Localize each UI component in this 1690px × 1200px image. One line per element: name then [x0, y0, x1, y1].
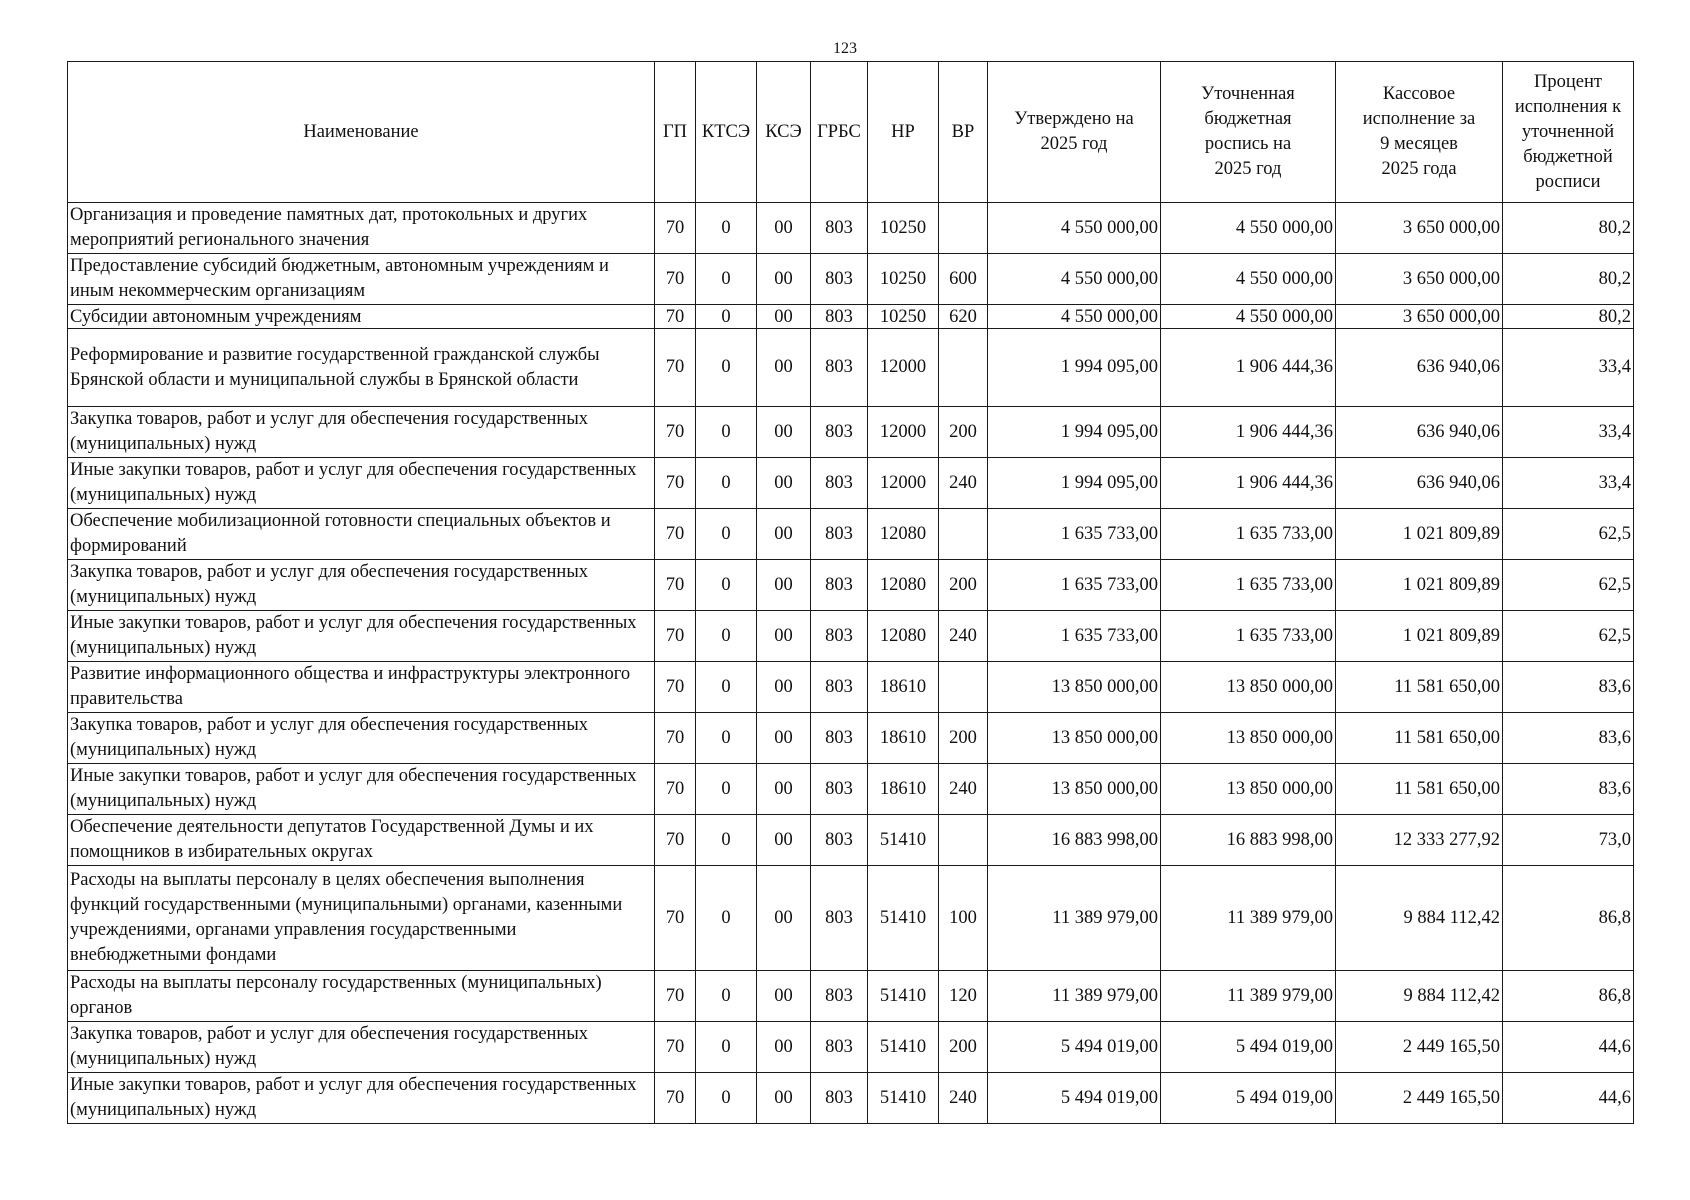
table-row: [68, 509, 1634, 560]
cell-approved: 1 635 733,00: [988, 509, 1161, 560]
cell-ktse: 0: [696, 971, 757, 1022]
cell-nr: 12080: [868, 611, 939, 662]
cell-name: Предоставление субсидий бюджетным, автономным учреждениям и иным некоммерческим организациям: [68, 254, 655, 305]
cell-ktse: 0: [696, 254, 757, 305]
table-row: [68, 764, 1634, 815]
cell-nr: 12000: [868, 329, 939, 407]
header-row: [68, 62, 1634, 203]
cell-kse: 00: [757, 509, 811, 560]
table-row: [68, 815, 1634, 866]
cell-kse: 00: [757, 971, 811, 1022]
cell-vr: [939, 662, 988, 713]
cell-refined: 1 635 733,00: [1161, 509, 1336, 560]
cell-approved: 1 994 095,00: [988, 458, 1161, 509]
cell-kse: 00: [757, 1073, 811, 1124]
cell-cash: 11 581 650,00: [1336, 662, 1503, 713]
cell-kse: 00: [757, 611, 811, 662]
page-number: 123: [833, 40, 857, 57]
table-row: [68, 611, 1634, 662]
cell-vr: [939, 509, 988, 560]
cell-ktse: 0: [696, 866, 757, 971]
cell-grbs: 803: [811, 509, 868, 560]
cell-gp: 70: [655, 560, 696, 611]
cell-ktse: 0: [696, 611, 757, 662]
cell-name: Обеспечение деятельности депутатов Государственной Думы и их помощников в избирательных округах: [68, 815, 655, 866]
cell-grbs: 803: [811, 1022, 868, 1073]
cell-nr: 51410: [868, 866, 939, 971]
cell-cash: 3 650 000,00: [1336, 254, 1503, 305]
cell-gp: 70: [655, 611, 696, 662]
table-row: [68, 305, 1634, 329]
cell-kse: 00: [757, 458, 811, 509]
cell-approved: 4 550 000,00: [988, 203, 1161, 254]
cell-approved: 4 550 000,00: [988, 305, 1161, 329]
cell-gp: 70: [655, 1022, 696, 1073]
cell-percent: 33,4: [1503, 329, 1634, 407]
cell-ktse: 0: [696, 764, 757, 815]
cell-approved: 11 389 979,00: [988, 971, 1161, 1022]
table-row: [68, 254, 1634, 305]
cell-nr: 51410: [868, 971, 939, 1022]
cell-gp: 70: [655, 458, 696, 509]
cell-kse: 00: [757, 662, 811, 713]
cell-grbs: 803: [811, 560, 868, 611]
header-gp: ГП: [655, 62, 696, 203]
cell-percent: 73,0: [1503, 815, 1634, 866]
cell-kse: 00: [757, 1022, 811, 1073]
cell-nr: 10250: [868, 305, 939, 329]
table-row: [68, 203, 1634, 254]
table-row: [68, 329, 1634, 407]
cell-ktse: 0: [696, 305, 757, 329]
cell-gp: 70: [655, 713, 696, 764]
cell-cash: 1 021 809,89: [1336, 509, 1503, 560]
cell-refined: 1 635 733,00: [1161, 560, 1336, 611]
cell-cash: 2 449 165,50: [1336, 1073, 1503, 1124]
cell-cash: 3 650 000,00: [1336, 203, 1503, 254]
cell-grbs: 803: [811, 713, 868, 764]
cell-kse: 00: [757, 764, 811, 815]
cell-gp: 70: [655, 764, 696, 815]
cell-refined: 1 906 444,36: [1161, 407, 1336, 458]
cell-grbs: 803: [811, 254, 868, 305]
header-nr: НР: [868, 62, 939, 203]
header-ktse: КТСЭ: [696, 62, 757, 203]
cell-approved: 13 850 000,00: [988, 713, 1161, 764]
cell-percent: 62,5: [1503, 560, 1634, 611]
cell-cash: 12 333 277,92: [1336, 815, 1503, 866]
cell-name: Реформирование и развитие государственной гражданской службы Брянской области и муниципальной службы в Брянской области: [68, 329, 655, 407]
cell-gp: 70: [655, 305, 696, 329]
cell-name: Организация и проведение памятных дат, протокольных и других мероприятий регионального значения: [68, 203, 655, 254]
cell-refined: 4 550 000,00: [1161, 254, 1336, 305]
cell-approved: 4 550 000,00: [988, 254, 1161, 305]
cell-percent: 33,4: [1503, 458, 1634, 509]
cell-gp: 70: [655, 509, 696, 560]
cell-vr: 600: [939, 254, 988, 305]
cell-percent: 86,8: [1503, 866, 1634, 971]
cell-kse: 00: [757, 815, 811, 866]
cell-name: Расходы на выплаты персоналу в целях обеспечения выполнения функций государственными (муниципальными) органами, казенными учреждениями, органами управления государственными внебюджетными фондами: [68, 866, 655, 971]
table-row: [68, 1022, 1634, 1073]
cell-refined: 11 389 979,00: [1161, 866, 1336, 971]
cell-nr: 12080: [868, 560, 939, 611]
cell-gp: 70: [655, 971, 696, 1022]
cell-cash: 636 940,06: [1336, 458, 1503, 509]
cell-nr: 12080: [868, 509, 939, 560]
cell-cash: 1 021 809,89: [1336, 560, 1503, 611]
cell-refined: 13 850 000,00: [1161, 713, 1336, 764]
cell-percent: 62,5: [1503, 509, 1634, 560]
cell-name: Иные закупки товаров, работ и услуг для обеспечения государственных (муниципальных) нужд: [68, 611, 655, 662]
cell-grbs: 803: [811, 764, 868, 815]
cell-grbs: 803: [811, 971, 868, 1022]
cell-cash: 3 650 000,00: [1336, 305, 1503, 329]
cell-name: Закупка товаров, работ и услуг для обеспечения государственных (муниципальных) нужд: [68, 407, 655, 458]
cell-ktse: 0: [696, 407, 757, 458]
cell-refined: 4 550 000,00: [1161, 203, 1336, 254]
cell-refined: 11 389 979,00: [1161, 971, 1336, 1022]
cell-name: Закупка товаров, работ и услуг для обеспечения государственных (муниципальных) нужд: [68, 713, 655, 764]
cell-gp: 70: [655, 329, 696, 407]
cell-refined: 1 906 444,36: [1161, 458, 1336, 509]
cell-name: Закупка товаров, работ и услуг для обеспечения государственных (муниципальных) нужд: [68, 1022, 655, 1073]
cell-grbs: 803: [811, 662, 868, 713]
cell-ktse: 0: [696, 509, 757, 560]
cell-vr: 240: [939, 458, 988, 509]
cell-approved: 16 883 998,00: [988, 815, 1161, 866]
cell-kse: 00: [757, 329, 811, 407]
cell-grbs: 803: [811, 407, 868, 458]
cell-cash: 9 884 112,42: [1336, 866, 1503, 971]
header-vr: ВР: [939, 62, 988, 203]
cell-percent: 62,5: [1503, 611, 1634, 662]
cell-approved: 13 850 000,00: [988, 764, 1161, 815]
cell-name: Иные закупки товаров, работ и услуг для обеспечения государственных (муниципальных) нужд: [68, 764, 655, 815]
cell-kse: 00: [757, 713, 811, 764]
table-row: [68, 713, 1634, 764]
cell-grbs: 803: [811, 203, 868, 254]
cell-percent: 44,6: [1503, 1022, 1634, 1073]
cell-vr: 120: [939, 971, 988, 1022]
cell-grbs: 803: [811, 305, 868, 329]
cell-nr: 51410: [868, 815, 939, 866]
cell-grbs: 803: [811, 866, 868, 971]
cell-cash: 1 021 809,89: [1336, 611, 1503, 662]
cell-cash: 636 940,06: [1336, 407, 1503, 458]
cell-grbs: 803: [811, 611, 868, 662]
cell-ktse: 0: [696, 560, 757, 611]
cell-approved: 5 494 019,00: [988, 1022, 1161, 1073]
cell-nr: 18610: [868, 713, 939, 764]
cell-percent: 44,6: [1503, 1073, 1634, 1124]
cell-kse: 00: [757, 407, 811, 458]
table-row: [68, 866, 1634, 971]
cell-vr: [939, 815, 988, 866]
cell-grbs: 803: [811, 329, 868, 407]
table-row: [68, 458, 1634, 509]
cell-approved: 1 994 095,00: [988, 407, 1161, 458]
cell-cash: 9 884 112,42: [1336, 971, 1503, 1022]
cell-vr: 100: [939, 866, 988, 971]
cell-nr: 51410: [868, 1022, 939, 1073]
cell-name: Развитие информационного общества и инфраструктуры электронного правительства: [68, 662, 655, 713]
cell-ktse: 0: [696, 815, 757, 866]
cell-nr: 12000: [868, 407, 939, 458]
cell-kse: 00: [757, 866, 811, 971]
table-row: [68, 1073, 1634, 1124]
cell-refined: 1 635 733,00: [1161, 611, 1336, 662]
cell-name: Субсидии автономным учреждениям: [68, 305, 655, 329]
cell-vr: [939, 203, 988, 254]
table-body: [68, 203, 1634, 1124]
table-row: [68, 407, 1634, 458]
cell-name: Расходы на выплаты персоналу государственных (муниципальных) органов: [68, 971, 655, 1022]
cell-name: Иные закупки товаров, работ и услуг для обеспечения государственных (муниципальных) нужд: [68, 458, 655, 509]
cell-approved: 1 994 095,00: [988, 329, 1161, 407]
table-row: [68, 971, 1634, 1022]
cell-approved: 11 389 979,00: [988, 866, 1161, 971]
cell-percent: 80,2: [1503, 305, 1634, 329]
cell-vr: 200: [939, 407, 988, 458]
cell-cash: 11 581 650,00: [1336, 764, 1503, 815]
cell-ktse: 0: [696, 203, 757, 254]
cell-grbs: 803: [811, 815, 868, 866]
table-row: [68, 560, 1634, 611]
cell-vr: 240: [939, 764, 988, 815]
header-name: Наименование: [68, 62, 655, 203]
cell-percent: 83,6: [1503, 662, 1634, 713]
cell-vr: 620: [939, 305, 988, 329]
cell-gp: 70: [655, 407, 696, 458]
cell-gp: 70: [655, 662, 696, 713]
cell-refined: 13 850 000,00: [1161, 662, 1336, 713]
cell-nr: 10250: [868, 254, 939, 305]
cell-percent: 86,8: [1503, 971, 1634, 1022]
cell-ktse: 0: [696, 713, 757, 764]
cell-kse: 00: [757, 203, 811, 254]
cell-approved: 13 850 000,00: [988, 662, 1161, 713]
cell-name: Обеспечение мобилизационной готовности специальных объектов и формирований: [68, 509, 655, 560]
table-row: [68, 662, 1634, 713]
header-refined: Уточненная бюджетная роспись на 2025 год: [1161, 62, 1336, 203]
cell-vr: 200: [939, 1022, 988, 1073]
header-kse: КСЭ: [757, 62, 811, 203]
cell-nr: 18610: [868, 662, 939, 713]
cell-refined: 13 850 000,00: [1161, 764, 1336, 815]
cell-gp: 70: [655, 866, 696, 971]
cell-vr: 240: [939, 611, 988, 662]
header-cash: Кассовое исполнение за 9 месяцев 2025 года: [1336, 62, 1503, 203]
cell-ktse: 0: [696, 1022, 757, 1073]
cell-gp: 70: [655, 1073, 696, 1124]
cell-cash: 11 581 650,00: [1336, 713, 1503, 764]
cell-cash: 2 449 165,50: [1336, 1022, 1503, 1073]
cell-percent: 80,2: [1503, 254, 1634, 305]
cell-cash: 636 940,06: [1336, 329, 1503, 407]
cell-ktse: 0: [696, 1073, 757, 1124]
cell-vr: [939, 329, 988, 407]
header-approved: Утверждено на 2025 год: [988, 62, 1161, 203]
cell-kse: 00: [757, 305, 811, 329]
cell-name: Закупка товаров, работ и услуг для обеспечения государственных (муниципальных) нужд: [68, 560, 655, 611]
cell-percent: 83,6: [1503, 713, 1634, 764]
cell-kse: 00: [757, 560, 811, 611]
cell-vr: 200: [939, 560, 988, 611]
cell-approved: 5 494 019,00: [988, 1073, 1161, 1124]
cell-percent: 80,2: [1503, 203, 1634, 254]
cell-nr: 10250: [868, 203, 939, 254]
cell-refined: 5 494 019,00: [1161, 1073, 1336, 1124]
cell-percent: 33,4: [1503, 407, 1634, 458]
cell-ktse: 0: [696, 329, 757, 407]
cell-vr: 240: [939, 1073, 988, 1124]
budget-execution-table: [67, 61, 1634, 1124]
cell-gp: 70: [655, 254, 696, 305]
header-percent: Процент исполнения к уточненной бюджетной росписи: [1503, 62, 1634, 203]
cell-nr: 12000: [868, 458, 939, 509]
cell-gp: 70: [655, 815, 696, 866]
cell-name: Иные закупки товаров, работ и услуг для обеспечения государственных (муниципальных) нужд: [68, 1073, 655, 1124]
cell-refined: 5 494 019,00: [1161, 1022, 1336, 1073]
cell-ktse: 0: [696, 458, 757, 509]
cell-percent: 83,6: [1503, 764, 1634, 815]
header-grbs: ГРБС: [811, 62, 868, 203]
table-header: [68, 62, 1634, 203]
cell-grbs: 803: [811, 458, 868, 509]
cell-gp: 70: [655, 203, 696, 254]
cell-refined: 1 906 444,36: [1161, 329, 1336, 407]
cell-approved: 1 635 733,00: [988, 611, 1161, 662]
cell-nr: 51410: [868, 1073, 939, 1124]
cell-kse: 00: [757, 254, 811, 305]
cell-approved: 1 635 733,00: [988, 560, 1161, 611]
cell-vr: 200: [939, 713, 988, 764]
cell-grbs: 803: [811, 1073, 868, 1124]
cell-refined: 4 550 000,00: [1161, 305, 1336, 329]
cell-refined: 16 883 998,00: [1161, 815, 1336, 866]
cell-ktse: 0: [696, 662, 757, 713]
cell-nr: 18610: [868, 764, 939, 815]
